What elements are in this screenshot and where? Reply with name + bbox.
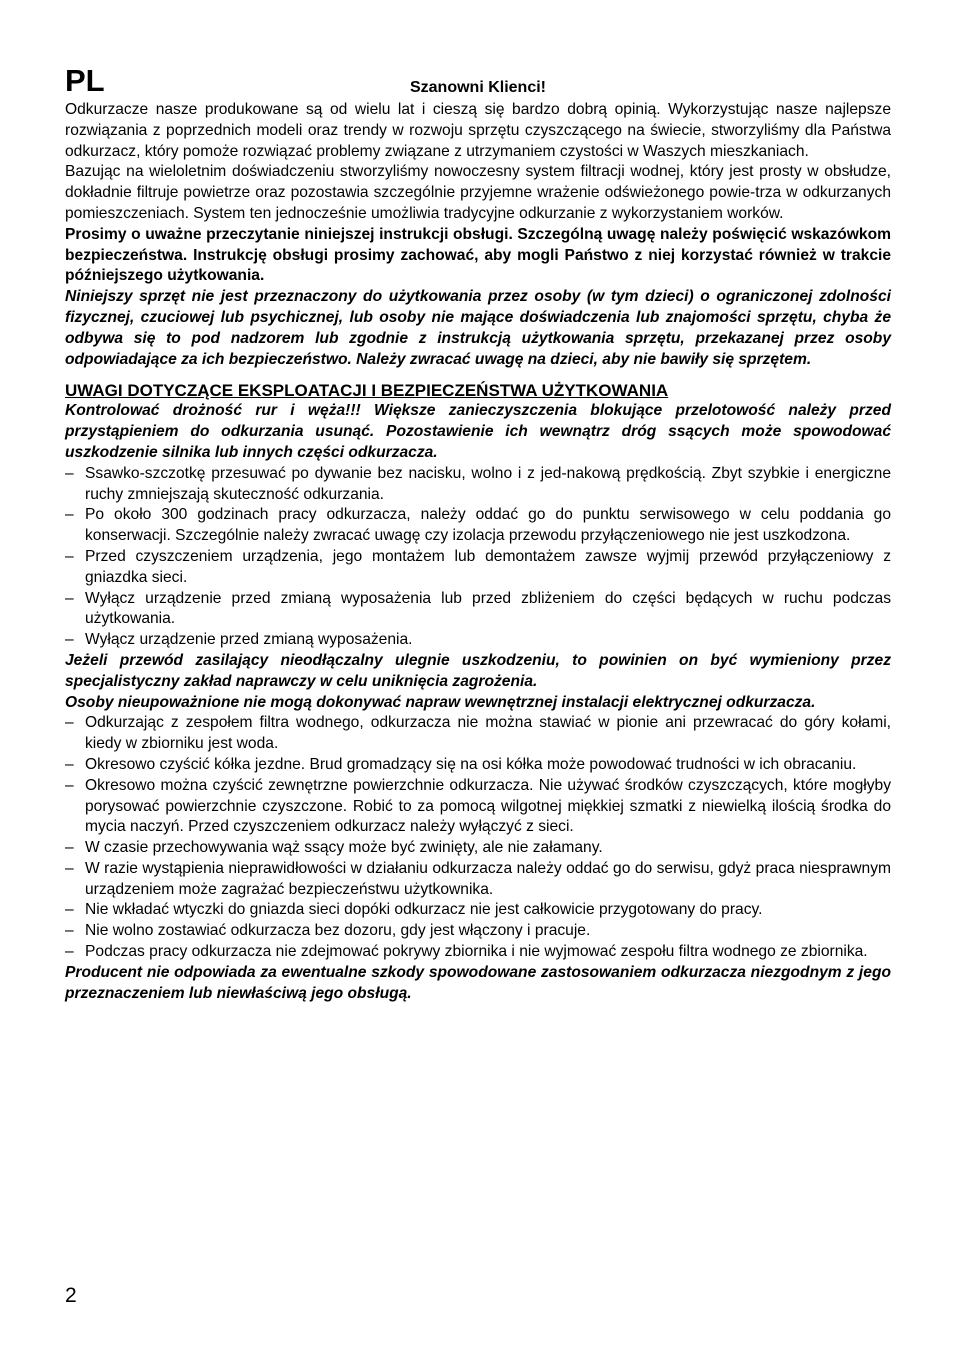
page-header — [65, 64, 891, 100]
list-item: – Okresowo można czyścić zewnętrzne powierzchnie odkurzacza. Nie używać środków czyszczących, które mogłyby porysować powierzchnie czyszczone. Robić to za pomocą wilgotnej miękkiej szmatki z niewielką ilością środka do mycia naczyń. Przed czyszczeniem odkurzacz należy wyłączyć z sieci. — [65, 776, 891, 838]
list-item: – Wyłącz urządzenie przed zmianą wyposażenia. — [65, 630, 891, 651]
warning-pipes: Kontrolować drożność rur i węża!!! Większe zanieczyszczenia blokujące przelotowość należy przed przystąpieniem do odkurzania usunąć. Pozostawienie ich wewnątrz dróg ssących może spowodować uszkodzenie silnika lub innych części odkurzacza. — [65, 402, 891, 461]
list-item: – Podczas pracy odkurzacza nie zdejmować pokrywy zbiornika i nie wyjmować zespołu filtra wodnego ze zbiornika. — [65, 942, 891, 963]
greeting-heading: Szanowni Klienci! — [409, 79, 546, 96]
list-item: – Odkurzając z zespołem filtra wodnego, odkurzacza nie można stawiać w pionie ani przewracać do góry kołami, kiedy w zbiorniku jest woda. — [65, 713, 891, 755]
list-item: – Ssawko-szczotkę przesuwać po dywanie bez nacisku, wolno i z jed-nakową prędkością. Zbyt szybkie i energiczne ruchy zmniejszają skuteczność odkurzania. — [65, 464, 891, 506]
warning-power-cord: Jeżeli przewód zasilający nieodłączalny ulegnie uszkodzeniu, to powinien on być wymieniony przez specjalistyczny zakład naprawczy w celu uniknięcia zagrożenia. — [65, 651, 891, 690]
warning-unauthorized: Osoby nieupoważnione nie mogą dokonywać napraw wewnętrznej instalacji elektrycznej odkurzacza. — [65, 693, 816, 711]
document-page — [65, 64, 891, 1004]
list-item: – Okresowo czyścić kółka jezdne. Brud gromadzący się na osi kółka może powodować trudności w ich obracaniu. — [65, 755, 891, 776]
language-code: PL — [65, 63, 105, 98]
list-item: – Przed czyszczeniem urządzenia, jego montażem lub demontażem zawsze wyjmij przewód przyłączeniowy z gniazdka sieci. — [65, 547, 891, 589]
list-item: – W czasie przechowywania wąż ssący może być zwinięty, ale nie załamany. — [65, 838, 891, 859]
intro-paragraph-4: Niniejszy sprzęt nie jest przeznaczony do użytkowania przez osoby (w tym dzieci) o ograniczonej zdolności fizycznej, czuciowej lub psychicznej, lub osoby nie mające doświadczenia lub znajomości sprzętu, chyba że odbywa się to pod nadzorem lub zgodnie z instrukcją użytkowania sprzętu, przekazanej przez osoby odpowiadające za ich bezpieczeństwo. Należy zwracać uwagę na dzieci, aby nie bawiły się sprzętem. — [65, 288, 891, 368]
list-item: – Po około 300 godzinach pracy odkurzacza, należy oddać go do punktu serwisowego w celu poddania go konserwacji. Szczególnie należy zwracać uwagę czy izolacja przewodu przyłączeniowego nie jest uszkodzona. — [65, 505, 891, 547]
page-number: 2 — [65, 1284, 77, 1307]
warning-liability: Producent nie odpowiada za ewentualne szkody spowodowane zastosowaniem odkurzacza niezgodnym z jego przeznaczeniem lub niewłaściwą jego obsługą. — [65, 963, 891, 1002]
safety-list-1 — [65, 464, 891, 651]
intro-paragraph-3: Prosimy o uważne przeczytanie niniejszej instrukcji obsługi. Szczególną uwagę należy poświęcić wskazówkom bezpieczeństwa. Instrukcję obsługi prosimy zachować, aby mogli Państwo z niej korzystać również w trakcie późniejszego użytkowania. — [65, 225, 891, 285]
intro-paragraph-1: Odkurzacze nasze produkowane są od wielu lat i cieszą się bardzo dobrą opinią. Wykorzystując nasze najlepsze rozwiązania z poprzednich modeli oraz trendy w rozwoju sprzętu czyszczącego na świecie, stworzyliśmy dla Państwa odkurzacz, który pomoże rozwiązać problemy związane z utrzymaniem czystości w Waszych mieszkaniach. — [65, 101, 891, 160]
intro-paragraph-2: Bazując na wieloletnim doświadczeniu stworzyliśmy nowoczesny system filtracji wodnej, który jest prosty w obsłudze, dokładnie filtruje powietrze oraz pozostawia szczególnie przyjemne wrażenie odświeżonego powie-trza w odkurzanych pomieszczeniach. System ten jednocześnie umożliwia tradycyjne odkurzanie z wykorzystaniem worków. — [65, 163, 891, 222]
list-item: – Wyłącz urządzenie przed zmianą wyposażenia lub przed zbliżeniem do części będących w ruchu podczas użytkowania. — [65, 589, 891, 631]
list-item: – Nie wolno zostawiać odkurzacza bez dozoru, gdy jest włączony i pracuje. — [65, 921, 891, 942]
section-title: UWAGI DOTYCZĄCE EKSPLOATACJI I BEZPIECZEŃSTWA UŻYTKOWANIA — [65, 381, 669, 401]
list-item: – W razie wystąpienia nieprawidłowości w działaniu odkurzacza należy oddać go do serwisu, gdyż praca niesprawnym urządzeniem może zagrażać bezpieczeństwu użytkownika. — [65, 859, 891, 901]
safety-list-2 — [65, 713, 891, 963]
list-item: – Nie wkładać wtyczki do gniazda sieci dopóki odkurzacz nie jest całkowicie przygotowany do pracy. — [65, 900, 891, 921]
